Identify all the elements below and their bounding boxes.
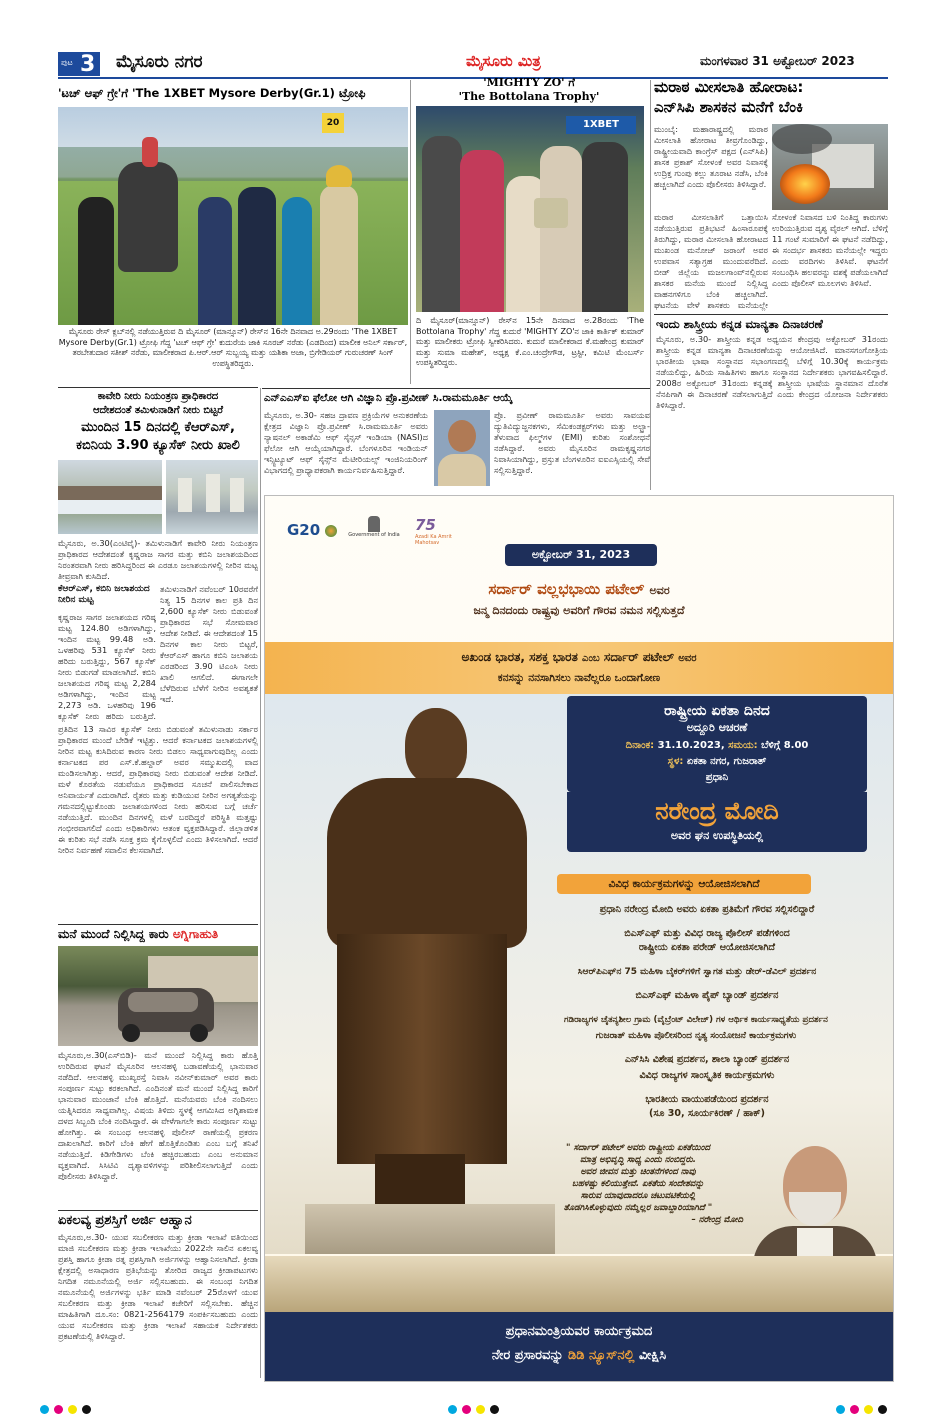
quote-line-2: ಮಾತ್ರ ಅಭಿವೃದ್ಧಿ ಸಾಧ್ಯ ಎಂದು ನಂಬಿದ್ದರು. <box>579 1155 697 1165</box>
derby-caption: ಮೈಸೂರು ರೇಸ್ ಕ್ಲಬ್‌ನಲ್ಲಿ ನಡೆಯುತ್ತಿರುವ ದಿ ಮೈಸೂರ್ (ಮಾನ್ಸೂನ್) ರೇಸ್‌ನ 16ನೇ ದಿನವಾದ ಅ.29ರಂದು 'The 1XBET Mysore Derby(Gr.1) ಟ್ರೋಫಿ ಗೆದ್ದ 'ಟಚ್ ಆಫ್ ಗ್ರೇ' ಕುದುರೆಯ ಜಾಕಿ ಸೂರಜ್ ನರೆಡು (ಎಡದಿಂದ) ಮಾಲೀಕ ಅನಿಲ್ ಸರ್ಕಾರ್, ತರಬೇತುದಾರ ಸತೀಶ್ ನರೆಡು, ಮಾಲೀಕರಾದ ಪಿ.ಆರ್.ಆರ್ ಸುಬ್ಬಯ್ಯ ಮತ್ತು ಯಶಿಕಾ ಅಜಾ, ಬ್ರಿಗೇಡಿಯರ್ ಗುರುಚರಣ್ ಸಿಂಗ್ ಉಪಸ್ಥಿತರಿದ್ದರು. <box>58 327 408 368</box>
program-item-10: ಭಾರತೀಯ ವಾಯುಪಡೆಯಿಂದ ಪ್ರದರ್ಶನ <box>645 1094 769 1105</box>
bottolana-photo: 1XBET <box>416 106 644 312</box>
patel-name: ಸರ್ದಾರ್ ವಲ್ಲಭಭಾಯಿ ಪಟೇಲ್ <box>488 580 645 598</box>
registration-dot <box>864 1405 873 1414</box>
quote-line-1: " ಸರ್ದಾರ್ ಪಟೇಲ್ ಅವರು ರಾಷ್ಟ್ರೀಯ ಏಕತೆಯಿಂದ <box>565 1143 710 1153</box>
program-item-7: ಗುಜರಾತ್ ಮಹಿಳಾ ಪೊಲೀಸರಿಂದ ನೃತ್ಯ ಸಂಯೋಜನೆ ಕಾರ್ಯಕ್ರಮಗಳು <box>595 1031 797 1041</box>
gov-emblem <box>339 516 409 538</box>
event-place <box>567 756 867 768</box>
event-date-time <box>567 740 867 752</box>
program-item-2: ಬಿಎಸ್‌ಎಫ್ ಮತ್ತು ವಿವಿಧ ರಾಜ್ಯ ಪೊಲೀಸ್ ಪಡೆಗಳಿಂದ <box>624 928 790 939</box>
car-fire-headline-plain: ಮನೆ ಮುಂದೆ ನಿಲ್ಲಿಸಿದ್ದ ಕಾರು <box>58 927 169 941</box>
edition-date: ಮಂಗಳವಾರ 31 ಅಕ್ಟೋಬರ್ 2023 <box>700 54 855 68</box>
program-item-9: ವಿವಿಧ ರಾಜ್ಯಗಳ ಸಾಂಸ್ಕೃತಿಕ ಕಾರ್ಯಕ್ರಮಗಳು <box>639 1070 775 1081</box>
banner-mid: ಎಂಬ <box>582 653 600 664</box>
bottolana-headline-2: 'The Bottolana Trophy' <box>458 90 600 103</box>
eklavya-headline: ಏಕಲವ್ಯ ಪ್ರಶಸ್ತಿಗೆ ಅರ್ಜಿ ಆಹ್ವಾನ <box>58 1213 192 1228</box>
kabini-body-1: ಮೈಸೂರು, ಅ.30(ಎಂಟಿವೈ)- ತಮಿಳುನಾಡಿಗೆ ಕಾವೇರಿ ನೀರು ನಿಯಂತ್ರಣ ಪ್ರಾಧಿಕಾರದ ಆದೇಶದಂತೆ ಕೃಷ್ಣರಾಜ ಸಾಗರ ಮತ್ತು ಕಬಿನಿ ಜಲಾಶಯದಿಂದ ನಿರಂತರವಾಗಿ ನೀರು ಹರಿಸಿದ್ದರಿಂದ ಈ ಎರಡೂ ಜಲಾಶಯಗಳಲ್ಲಿ ನೀರಿನ ಮಟ್ಟ ತೀವ್ರವಾಗಿ ಕುಸಿದಿದೆ. <box>58 538 258 581</box>
registration-dot <box>462 1405 471 1414</box>
page-number: 3 <box>80 52 96 77</box>
car-fire-headline <box>58 927 258 942</box>
date-pill <box>505 544 657 566</box>
unity-banner <box>265 642 893 694</box>
maratha-body-mid: ಮರಾಠ ಮೀಸಲಾತಿಗೆ ಒತ್ತಾಯಿಸಿ ನಡೆಯುತ್ತಿರುವ ಪ್ರತಿಭಟನೆ ಹಿಂಸಾರೂಪಕ್ಕೆ ತಿರುಗಿದ್ದು, ಮರಾಠ ಮೀಸಲಾತಿ ಹೋರಾಟದ ಮುಖಂಡ ಮನೋಜ್ ಜರಾಂಗೆ ಅವರ ಉಪವಾಸ ಸತ್ಯಾಗ್ರಹ ಮುಂದುವರೆದಿದೆ. ಬೀಡ್ ಜಿಲ್ಲೆಯ ಮಜಲಗಾಂವ್‌ನಲ್ಲಿರುವ ಶಾಸಕರ ಮನೆಯ ಮುಂದೆ ನಿಲ್ಲಿಸಿದ್ದ ವಾಹನಗಳಿಗೂ ಬೆಂಕಿ ಹಚ್ಚಲಾಗಿದೆ. ಘಟನೆಯ ವೇಳೆ ಶಾಸಕರು ಮನೆಯಲ್ಲೇ <box>654 212 768 310</box>
quote-attribution: – ನರೇಂದ್ರ ಮೋದಿ <box>691 1215 743 1225</box>
program-item-3: ರಾಷ್ಟ್ರೀಯ ಏಕತಾ ಪರೇಡ್ ಆಯೋಜಿಸಲಾಗಿದೆ <box>638 942 776 953</box>
kabini-rule <box>58 387 258 388</box>
statue-robe <box>337 934 507 1164</box>
program-item-11: (ಸೂ 30, ಸೂರ್ಯಕಿರಣ್ / ಹಾಕ್) <box>649 1108 765 1119</box>
car-fire-body: ಮೈಸೂರು,ಅ.30(ಎಸ್‌ಬಿಡಿ)- ಮನೆ ಮುಂದೆ ನಿಲ್ಲಿಸಿದ್ದ ಕಾರು ಹೊತ್ತಿ ಉರಿದಿರುವ ಘಟನೆ ಮೈಸೂರಿನ ಆಲನಹಳ್ಳಿ ಬಡಾವಣೆಯಲ್ಲಿ ಭಾನುವಾರ ನಡೆದಿದೆ. ಆಲನಹಳ್ಳಿ ಮುಖ್ಯರಸ್ತೆ ನಿವಾಸಿ ನವೀನ್‌ಕುಮಾರ್ ಅವರ ಕಾರು ಸಂಪೂರ್ಣ ಸುಟ್ಟು ಕರಕಲಾಗಿದೆ. ಎಂದಿನಂತೆ ಮನೆ ಮುಂದೆ ನಿಲ್ಲಿಸಿದ್ದ ಕಾರಿಗೆ ಭಾನುವಾರ ಮುಂಜಾನೆ ಬೆಂಕಿ ಹೊತ್ತಿದೆ. ಮನೆಯವರು ಬೆಂಕಿ ನಂದಿಸಲು ಯತ್ನಿಸಿದರೂ ಸಾಧ್ಯವಾಗಿಲ್ಲ. ವಿಷಯ ತಿಳಿದು ಸ್ಥಳಕ್ಕೆ ಆಗಮಿಸಿದ ಅಗ್ನಿಶಾಮಕ ದಳದ ಸಿಬ್ಬಂದಿ ಬೆಂಕಿ ನಂದಿಸಿದ್ದಾರೆ. ಈ ವೇಳೆಗಾಗಲೇ ಕಾರು ಸಂಪೂರ್ಣ ಸುಟ್ಟು ಹೋಗಿತ್ತು. ಈ ಸಂಬಂಧ ಆಲನಹಳ್ಳಿ ಪೊಲೀಸ್ ಠಾಣೆಯಲ್ಲಿ ಪ್ರಕರಣ ದಾಖಲಾಗಿದೆ. ಕಾರಿಗೆ ಬೆಂಕಿ ಹೇಗೆ ಹೊತ್ತಿಕೊಂಡಿತು ಎಂಬ ಬಗ್ಗೆ ತನಿಖೆ ನಡೆಯುತ್ತಿದೆ. ಕಿಡಿಗೇಡಿಗಳು ಬೆಂಕಿ ಹಚ್ಚಿರಬಹುದು ಎಂಬ ಅನುಮಾನ ವ್ಯಕ್ತವಾಗಿದೆ. ಸಿಸಿಟಿವಿ ದೃಶ್ಯಾವಳಿಗಳನ್ನು ಪರಿಶೀಲಿಸಲಾಗುತ್ತಿದೆ ಎಂದು ಪೊಲೀಸರು ತಿಳಿಸಿದ್ದಾರೆ. <box>58 1050 258 1181</box>
honour-line-1 <box>265 580 893 598</box>
kabini-headline-3: ಮುಂದಿನ 15 ದಿನದಲ್ಲಿ ಕೆಆರ್‌ಎಸ್, <box>81 420 235 435</box>
kabini-body-2: ಕೃಷ್ಣರಾಜ ಸಾಗರ ಜಲಾಶಯದ ಗರಿಷ್ಠ ಮಟ್ಟ 124.80 ಅಡಿಗಳಾಗಿದ್ದು, ಇಂದಿನ ಮಟ್ಟ 99.48 ಅಡಿ. ಒಳಹರಿವು 531 ಕ್ಯೂಸೆಕ್ ನೀರು ಹರಿದು ಬರುತ್ತಿದ್ದು, 567 ಕ್ಯೂಸೆಕ್ ನೀರು ಬಿಡುಗಡೆ ಮಾಡಲಾಗಿದೆ. ಕಬಿನಿ ಜಲಾಶಯದ ಗರಿಷ್ಠ ಮಟ್ಟ 2,284 ಅಡಿಗಳಾಗಿದ್ದು, ಇಂದಿನ ಮಟ್ಟ 2,273 ಅಡಿ. ಒಳಹರಿವು 196 ಕ್ಯೂಸೆಕ್ ನೀರು ಹರಿದು ಬರುತ್ತಿದೆ. <box>58 612 156 721</box>
kabini-subhead-text: ಕೆಆರ್‌ಎಸ್, ಕಬಿನಿ ಜಲಾಶಯದ ನೀರಿನ ಮಟ್ಟ <box>58 584 150 605</box>
statue-head <box>405 708 467 784</box>
paper-name: ಮೈಸೂರು ಮಿತ್ರ <box>466 52 541 70</box>
derby-photo: 20 <box>58 107 408 325</box>
unity-banner-line-2: ಕನಸನ್ನು ನನಸಾಗಿಸಲು ನಾವೆಲ್ಲರೂ ಒಂದಾಗೋಣ <box>497 672 661 684</box>
pm-photo-beard <box>789 1192 841 1226</box>
date-pill-text: ಅಕ್ಟೋಬರ್ 31, 2023 <box>531 548 631 561</box>
registration-dot <box>878 1405 887 1414</box>
maratha-body-top: ಮುಂಬೈ: ಮಹಾರಾಷ್ಟ್ರದಲ್ಲಿ ಮರಾಠ ಮೀಸಲಾತಿ ಹೋರಾಟ ತೀವ್ರಗೊಂಡಿದ್ದು, ರಾಷ್ಟ್ರೀಯವಾದಿ ಕಾಂಗ್ರೆಸ್ ಪಕ್ಷದ (ಎನ್‌ಸಿಪಿ) ಶಾಸಕ ಪ್ರಕಾಶ್ ಸೋಳಂಕೆ ಅವರ ನಿವಾಸಕ್ಕೆ ಉದ್ರಿಕ್ತ ಗುಂಪು ಕಲ್ಲು ತೂರಾಟ ನಡೆಸಿ, ಬೆಂಕಿ ಹಚ್ಚಲಾಗಿದೆ ಎಂದು ಪೊಲೀಸರು ತಿಳಿಸಿದ್ದಾರೆ. <box>654 124 768 189</box>
scientist-headline: ಎನ್‌ಎಎಸ್‌ಐ ಫೆಲೋ ಆಗಿ ವಿಜ್ಞಾನಿ ಪ್ರೊ.ಪ್ರವೀಣ್ ಸಿ.ರಾಮಮೂರ್ತಿ ಆಯ್ಕೆ <box>264 392 513 404</box>
building-strip <box>265 1256 893 1312</box>
scientist-rule <box>262 388 650 389</box>
time-label: ಸಮಯ: <box>728 740 758 751</box>
honour-line-2: ಜನ್ಮ ದಿನದಂದು ರಾಷ್ಟ್ರವು ಅವರಿಗೆ ಗೌರವ ನಮನ ಸಲ್ಲಿಸುತ್ತದೆ <box>473 604 685 617</box>
kabini-dam-photo-2 <box>166 460 258 534</box>
column-rule-right <box>650 80 651 490</box>
registration-dot <box>40 1405 49 1414</box>
registration-dot <box>850 1405 859 1414</box>
footer-line-1: ಪ್ರಧಾನಮಂತ್ರಿಯವರ ಕಾರ್ಯಕ್ರಮದ <box>505 1324 653 1339</box>
ad-footer <box>265 1312 893 1381</box>
gov-label: Government of India <box>348 532 400 538</box>
program-item-4: ಸಿಆರ್‌ಪಿಎಫ್‌ನ 75 ಮಹಿಳಾ ಬೈಕರ್‌ಗಳಿಗೆ ಸ್ವಾಗತ ಮತ್ತು ಡೇರ್-ಡೆವಿಲ್ ಪ್ರದರ್ಶನ <box>577 967 817 977</box>
kabini-body-4: ಪ್ರತಿದಿನ 13 ಸಾವಿರ ಕ್ಯೂಸೆಕ್ ನೀರು ಬಿಡುವಂತೆ ತಮಿಳುನಾಡು ಸರ್ಕಾರ ಪ್ರಾಧಿಕಾರದ ಮುಂದೆ ಬೇಡಿಕೆ ಇಟ್ಟಿತ್ತು. ಆದರೆ ಕರ್ನಾಟಕದ ಜಲಾಶಯಗಳಲ್ಲಿ ನೀರಿನ ಮಟ್ಟ ಕುಸಿದಿರುವ ಕಾರಣ ನೀರು ಬಿಡಲು ಸಾಧ್ಯವಾಗುವುದಿಲ್ಲ ಎಂದು ಕರ್ನಾಟಕದ ಪರ ಎಸ್.ಕೆ.ಹಲ್ದಾರ್ ಅವರ ಸಮ್ಮುಖದಲ್ಲಿ ವಾದ ಮಂಡಿಸಲಾಗಿತ್ತು. ಆದರೆ, ಪ್ರಾಧಿಕಾರವು ನೀರು ಬಿಡುವಂತೆ ಆದೇಶ ನೀಡಿದೆ. ಮಳೆ ಕೊರತೆಯ ನಡುವೆಯೂ ಪ್ರಾಧಿಕಾರದ ಸೂಚನೆ ಪಾಲಿಸಬೇಕಾದ ಅನಿವಾರ್ಯತೆ ಎದುರಾಗಿದೆ. ರೈತರು ಮತ್ತು ಕುಡಿಯುವ ನೀರಿನ ಅಗತ್ಯತೆಯನ್ನು ಗಮನದಲ್ಲಿಟ್ಟುಕೊಂಡು ಜಲಾಶಯಗಳಿಂದ ನೀರು ಹರಿಸುವ ಬಗ್ಗೆ ಚರ್ಚೆ ನಡೆಯುತ್ತಿದೆ. ಮುಂದಿನ ದಿನಗಳಲ್ಲಿ ಮಳೆ ಬರದಿದ್ದರೆ ಪರಿಸ್ಥಿತಿ ಮತ್ತಷ್ಟು ಗಂಭೀರವಾಗಲಿದೆ ಎಂದು ಅಧಿಕಾರಿಗಳು ಆತಂಕ ವ್ಯಕ್ತಪಡಿಸಿದ್ದಾರೆ. ಜಿಲ್ಲಾಡಳಿತ ಈ ಕುರಿತು ಸಭೆ ನಡೆಸಿ ಸೂಕ್ತ ಕ್ರಮ ಕೈಗೊಳ್ಳಲಿದೆ ಎಂದು ತಿಳಿಸಲಾಗಿದೆ. ಆದರೆ ನೀರಿನ ನಿರ್ವಹಣೆ ಸವಾಲಿನ ಕೆಲಸವಾಗಿದೆ. <box>58 724 258 855</box>
program-item-8: ಎನ್‌ಸಿಸಿ ವಿಶೇಷ ಪ್ರದರ್ಶನ, ಶಾಲಾ ಬ್ಯಾಂಡ್ ಪ್ರದರ್ಶನ <box>624 1054 790 1065</box>
quote-line-4: ಬಹಳಷ್ಟು ಕಲಿಯುತ್ತೇವೆ. ಏಕತೆಯ ಸಂದೇಶವನ್ನು <box>572 1179 704 1189</box>
registration-dot <box>476 1405 485 1414</box>
g20-logo-text: G20 <box>287 521 321 539</box>
section-title: ಮೈಸೂರು ನಗರ <box>116 52 203 72</box>
azadi-75-icon: 75 <box>415 516 436 534</box>
lotus-icon <box>325 525 337 537</box>
quote-line-6: ತೊಡಗಿಸಿಕೊಳ್ಳುವುದು ನಮ್ಮೆಲ್ಲರ ಜವಾಬ್ದಾರಿಯಾಗಿದೆ " <box>563 1203 713 1213</box>
registration-dot <box>448 1405 457 1414</box>
program-item-1: ಪ್ರಧಾನಿ ನರೇಂದ್ರ ಮೋದಿ ಅವರು ಏಕತಾ ಪ್ರತಿಮೆಗೆ ಗೌರವ ಸಲ್ಲಿಸಲಿದ್ದಾರೆ <box>599 904 815 915</box>
maratha-headline-1: ಮರಾಠ ಮೀಸಲಾತಿ ಹೋರಾಟ: <box>654 78 804 96</box>
column-rule-top <box>410 80 411 384</box>
kabini-headline-2: ಆದೇಶದಂತೆ ತಮಿಳುನಾಡಿಗೆ ನೀರು ಬಿಟ್ಟರೆ <box>92 405 224 416</box>
pm-label: ಪ್ರಧಾನಿ <box>705 772 729 783</box>
g20-logo <box>287 520 337 539</box>
bottolana-headline-1: 'MIGHTY ZO' ಗೆ <box>483 76 575 89</box>
date-value: 31.10.2023, <box>657 740 725 751</box>
kabini-body-3: ತಮಿಳುನಾಡಿಗೆ ನವೆಂಬರ್ 10ರವರೆಗೆ ನಿತ್ಯ 15 ದಿನಗಳ ಕಾಲ ಪ್ರತಿ ದಿನ 2,600 ಕ್ಯೂಸೆಕ್ ನೀರು ಬಿಡುವಂತೆ ಪ್ರಾಧಿಕಾರದ ಸಭೆ ಸೋಮವಾರ ಆದೇಶ ನೀಡಿದೆ. ಈ ಆದೇಶದಂತೆ 15 ದಿನಗಳ ಕಾಲ ನೀರು ಬಿಟ್ಟರೆ, ಕೆಆರ್‌ಎಸ್ ಹಾಗೂ ಕಬಿನಿ ಜಲಾಶಯ ಎರಡರಿಂದ 3.90 ಟಿಎಂಸಿ ನೀರು ಖಾಲಿ ಆಗಲಿದೆ. ಈಗಾಗಲೇ ಬೆಳೆದಿರುವ ಬೆಳೆಗೆ ನೀರಿನ ಅವಶ್ಯಕತೆ ಇದೆ. <box>160 584 258 704</box>
derby-headline: 'ಟಚ್ ಆಫ್ ಗ್ರೇ'ಗೆ 'The 1XBET Mysore Derby(Gr.1) ಟ್ರೋಫಿ <box>58 86 366 100</box>
registration-dot <box>54 1405 63 1414</box>
eklavya-rule <box>58 1210 258 1211</box>
maratha-headline-2: ಎನ್‌ಸಿಪಿ ಶಾಸಕನ ಮನೆಗೆ ಬೆಂಕಿ <box>654 98 804 116</box>
azadi-logo <box>415 516 475 546</box>
car-fire-rule <box>58 924 258 925</box>
programs-heading-box <box>557 874 811 894</box>
statue-pedestal <box>305 1204 555 1254</box>
program-item-6: ಗಡಿರಾಜ್ಯಗಳ ಚೈತನ್ಯಶೀಲ ಗ್ರಾಮ (ವೈಬ್ರೆಂಟ್ ವಿಲೇಜ್) ಗಳ ಆರ್ಥಿಕ ಕಾರ್ಯಸಾಧ್ಯತೆಯ ಪ್ರದರ್ಶನ <box>564 1015 828 1025</box>
event-title: ರಾಷ್ಟ್ರೀಯ ಏಕತಾ ದಿನದ <box>664 703 770 719</box>
kabini-headline-1: ಕಾವೇರಿ ನೀರು ನಿಯಂತ್ರಣ ಪ್ರಾಧಿಕಾರದ <box>97 391 219 402</box>
date-label: ದಿನಾಂಕ: <box>625 740 655 751</box>
kannada-day-body: ಮೈಸೂರು, ಅ.30- ಶಾಸ್ತ್ರೀಯ ಕನ್ನಡ ಅಧ್ಯಯನ ಕೇಂದ್ರವು ಅಕ್ಟೋಬರ್ 31ರಂದು ಶಾಸ್ತ್ರೀಯ ಕನ್ನಡ ಮಾನ್ಯತಾ ದಿನಾಚರಣೆಯನ್ನು ಆಯೋಜಿಸಿದೆ. ಮಾನಸಗಂಗೋತ್ರಿಯ ಭಾರತೀಯ ಭಾಷಾ ಸಂಸ್ಥಾನದ ಸಭಾಂಗಣದಲ್ಲಿ ಬೆಳಿಗ್ಗೆ 10.30ಕ್ಕೆ ಕಾರ್ಯಕ್ರಮ ನಡೆಯಲಿದ್ದು, ಹಿರಿಯ ಸಾಹಿತಿಗಳು ಹಾಗೂ ಸಂಸ್ಥಾನದ ನಿರ್ದೇಶಕರು ಭಾಗವಹಿಸಲಿದ್ದಾರೆ. 2008ರ ಅಕ್ಟೋಬರ್ 31ರಂದು ಕನ್ನಡಕ್ಕೆ ಶಾಸ್ತ್ರೀಯ ಭಾಷೆಯ ಸ್ಥಾನಮಾನ ದೊರೆತ ನೆನಪಿಗಾಗಿ ಈ ದಿನಾಚರಣೆ ನಡೆಸಲಾಗುತ್ತಿದೆ ಎಂದು ಕೇಂದ್ರದ ಯೋಜನಾ ನಿರ್ದೇಶಕರು ತಿಳಿಸಿದ್ದಾರೆ. <box>656 334 888 410</box>
footer-line-2 <box>265 1348 893 1363</box>
maratha-body-right: ಸೋಳಂಕೆ ನಿವಾಸದ ಬಳಿ ನಿಂತಿದ್ದ ಕಾರುಗಳು ಉರಿಯುತ್ತಿರುವ ದೃಶ್ಯ ವೈರಲ್ ಆಗಿದೆ. ಬೆಳಿಗ್ಗೆ 11 ಗಂಟೆ ಸುಮಾರಿಗೆ ಈ ಘಟನೆ ನಡೆದಿದ್ದು, ಈ ಸಂದರ್ಭ ಶಾಸಕರು ಮನೆಯಲ್ಲೇ ಇದ್ದರು ಎಂದು ವರದಿಗಳು ತಿಳಿಸಿವೆ. ಘಟನೆಗೆ ಸಂಬಂಧಿಸಿ ಹಲವರನ್ನು ವಶಕ್ಕೆ ಪಡೆಯಲಾಗಿದೆ ಎಂದು ಪೊಲೀಸ್ ಮೂಲಗಳು ತಿಳಿಸಿವೆ. <box>772 212 888 288</box>
scientist-body-left: ಮೈಸೂರು, ಅ.30- ಸಹಜ ದ್ರಾವಣ ಪ್ರಕ್ರಿಯೆಗಳ ಅನುಕರಣೆಯ ಕ್ಷೇತ್ರದ ವಿಜ್ಞಾನಿ ಪ್ರೊ.ಪ್ರವೀಣ್ ಸಿ.ರಾಮಮೂರ್ತಿ ಅವರು ನ್ಯಾಷನಲ್ ಅಕಾಡೆಮಿ ಆಫ್ ಸೈನ್ಸಸ್ ಇಂಡಿಯಾ (NASI)ದ ಫೆಲೋ ಆಗಿ ಆಯ್ಕೆಯಾಗಿದ್ದಾರೆ. ಬೆಂಗಳೂರಿನ ಇಂಡಿಯನ್ ಇನ್ಸ್ಟಿಟ್ಯೂಟ್ ಆಫ್ ಸೈನ್ಸ್‌ನ ಮೆಟೀರಿಯಲ್ಸ್ ಇಂಜಿನಿಯರಿಂಗ್ ವಿಭಾಗದಲ್ಲಿ ಪ್ರಾಧ್ಯಾಪಕರಾಗಿ ಕಾರ್ಯನಿರ್ವಹಿಸುತ್ತಿದ್ದಾರೆ. <box>264 410 428 475</box>
page-badge-prefix: ಪುಟ <box>61 58 73 67</box>
scientist-portrait <box>434 410 490 486</box>
program-item-5: ಬಿಎಸ್‌ಎಫ್ ಮಹಿಳಾ ಪೈಪ್ ಬ್ಯಾಂಡ್ ಪ್ರದರ್ಶನ <box>635 990 779 1001</box>
kabini-subhead <box>58 584 156 612</box>
quote-line-3: ಅವರ ಜೀವನ ಮತ್ತು ಚಿಂತನೆಗಳಿಂದ ನಾವು <box>580 1167 696 1177</box>
azadi-label: Azadi Ka Amrit Mahotsav <box>415 534 452 546</box>
footer-dd-news: ಡಿಡಿ ನ್ಯೂಸ್‌ನಲ್ಲಿ <box>568 1348 635 1363</box>
programs-heading: ವಿವಿಧ ಕಾರ್ಯಕ್ರಮಗಳನ್ನು ಆಯೋಜಿಸಲಾಗಿದೆ <box>608 878 760 890</box>
banner-name: ಸರ್ದಾರ್ ಪಟೇಲ್ <box>603 650 674 664</box>
kannada-day-headline: ಇಂದು ಶಾಸ್ತ್ರೀಯ ಕನ್ನಡ ಮಾನ್ಯತಾ ದಿನಾಚರಣೆ <box>656 317 823 331</box>
pm-name: ನರೇಂದ್ರ ಮೋದಿ <box>655 797 779 825</box>
time-value: ಬೆಳಿಗ್ಗೆ 8.00 <box>761 740 809 751</box>
pm-presence: ಅವರ ಘನ ಉಪಸ್ಥಿತಿಯಲ್ಲಿ <box>670 829 764 842</box>
banner-bold: ಅಖಂಡ ಭಾರತ, ಸಶಕ್ತ ಭಾರತ <box>461 650 578 664</box>
event-subtitle: ಅದ್ದೂರಿ ಆಚರಣೆ <box>686 721 748 734</box>
registration-dot <box>68 1405 77 1414</box>
statue-shawl <box>327 778 527 948</box>
maratha-fire-photo <box>772 124 888 210</box>
quote-line-5: ಸಾರುವ ಯಾವುದಾದರೂ ಚಟುವಟಿಕೆಯಲ್ಲಿ <box>580 1191 696 1201</box>
registration-dot <box>490 1405 499 1414</box>
registration-dot <box>836 1405 845 1414</box>
patel-name-suffix: ಅವರ <box>649 584 670 597</box>
car-fire-headline-accent: ಅಗ್ನಿಗಾಹುತಿ <box>172 927 219 941</box>
banner-end: ಅವರ <box>678 653 697 664</box>
unity-banner-line-1 <box>265 650 893 665</box>
place-label: ಸ್ಥಳ: <box>667 756 684 767</box>
footer-line-2-c: ವೀಕ್ಷಿಸಿ <box>638 1348 667 1363</box>
column-rule-left <box>260 388 261 1378</box>
kabini-dam-photo-1 <box>58 460 162 534</box>
kabini-headline-4: ಕಬಿನಿಯ 3.90 ಕ್ಯೂಸೆಕ್ ನೀರು ಖಾಲಿ <box>76 438 240 453</box>
emblem-icon <box>368 516 380 532</box>
footer-line-2-a: ನೇರ ಪ್ರಸಾರವನ್ನು <box>491 1348 564 1363</box>
bottolana-caption: ದಿ ಮೈಸೂರ್(ಮಾನ್ಸೂನ್) ರೇಸ್‌ನ 15ನೇ ದಿನವಾದ ಅ.28ರಂದು 'The Bottolana Trophy' ಗೆದ್ದ ಕುದುರೆ 'MIGHTY ZO'ನ ಜಾಕಿ ಕಾರ್ತಿಕ್ ಕುಮಾರ್ ಮತ್ತು ಮಾಲೀಕರು ಟ್ರೋಫಿ ಸ್ವೀಕರಿಸಿದರು. ಕುದುರೆ ಮಾಲೀಕರಾದ ಕೆ.ಮಹೇಂದ್ರ ಕುಮಾರ್ ಮತ್ತು ಸುಮಾ ಮಹೇಶ್, ಅಧ್ಯಕ್ಷ ಕೆ.ಎಂ.ಚಂದ್ರೇಗೌಡ, ಟ್ರಸ್ಟೀ, ಕಮಿಟಿ ಮೆಂಬರ್ಸ್ ಉಪಸ್ಥಿತರಿದ್ದರು. <box>416 316 644 367</box>
burnt-car-photo <box>58 946 258 1046</box>
registration-dot <box>82 1405 91 1414</box>
quote-block <box>533 1142 743 1226</box>
page-badge <box>58 52 100 76</box>
place-value: ಏಕತಾ ನಗರ, ಗುಜರಾತ್ <box>686 756 767 767</box>
scientist-body-right: ಪ್ರೊ. ಪ್ರವೀಣ್ ರಾಮಮೂರ್ತಿ ಅವರು ಸಾವಯವ ದ್ಯುತಿವಿದ್ಯುಜ್ಜನಕಗಳು, ಸೆಮಿಕಂಡಕ್ಟರ್‌ಗಳು ಮತ್ತು ಅಲ್ಟ್ರಾ-ತೆಳುವಾದ ಫಿಲ್ಮ್‌ಗಳ (EMI) ಕುರಿತು ಸಂಶೋಧನೆ ನಡೆಸಿದ್ದಾರೆ. ಅವರು ಮೈಸೂರಿನ ರಾಮಕೃಷ್ಣನಗರ ನಿವಾಸಿಯಾಗಿದ್ದು, ಪ್ರಸ್ತುತ ಬೆಂಗಳೂರಿನ ಐಐಎಸ್ಸಿಯಲ್ಲಿ ಸೇವೆ ಸಲ್ಲಿಸುತ್ತಿದ್ದಾರೆ. <box>494 410 650 475</box>
eklavya-body: ಮೈಸೂರು,ಅ.30- ಯುವ ಸಬಲೀಕರಣ ಮತ್ತು ಕ್ರೀಡಾ ಇಲಾಖೆ ವತಿಯಿಂದ ಮಾಜಿ ಸಬಲೀಕರಣ ಮತ್ತು ಕ್ರೀಡಾ ಇಲಾಖೆಯು 2022ನೇ ಸಾಲಿನ ಏಕಲವ್ಯ ಪ್ರಶಸ್ತಿ ಹಾಗೂ ಕ್ರೀಡಾ ರತ್ನ ಪ್ರಶಸ್ತಿಗಾಗಿ ಅರ್ಜಿಗಳನ್ನು ಆಹ್ವಾನಿಸಲಾಗಿದೆ. ಕ್ರೀಡಾ ಕ್ಷೇತ್ರದಲ್ಲಿ ಅಸಾಧಾರಣ ಪ್ರತಿಭೆಯನ್ನು ತೋರಿದ ರಾಜ್ಯದ ಕ್ರೀಡಾಪಟುಗಳು ನಿಗದಿತ ನಮೂನೆಯಲ್ಲಿ ಅರ್ಜಿ ಸಲ್ಲಿಸಬಹುದು. ಈ ಸಂಬಂಧ ನಿಗದಿತ ನಮೂನೆಯಲ್ಲಿ ಅರ್ಜಿಗಳನ್ನು ಭರ್ತಿ ಮಾಡಿ ನವೆಂಬರ್ 25ರೊಳಗೆ ಯುವ ಸಬಲೀಕರಣ ಮತ್ತು ಕ್ರೀಡಾ ಇಲಾಖೆ ಕಚೇರಿಗೆ ಸಲ್ಲಿಸಬೇಕು. ಹೆಚ್ಚಿನ ಮಾಹಿತಿಗಾಗಿ ದೂ.ಸಂ: 0821-2564179 ಸಂಪರ್ಕಿಸಬಹುದು ಎಂದು ಯುವ ಸಬಲೀಕರಣ ಮತ್ತು ಕ್ರೀಡಾ ಇಲಾಖೆ ಸಹಾಯಕ ನಿರ್ದೇಶಕರು ಪ್ರಕಟಣೆಯಲ್ಲಿ ತಿಳಿಸಿದ್ದಾರೆ. <box>58 1232 258 1341</box>
unity-day-ad <box>264 495 894 1382</box>
kannada-day-rule <box>654 314 888 315</box>
